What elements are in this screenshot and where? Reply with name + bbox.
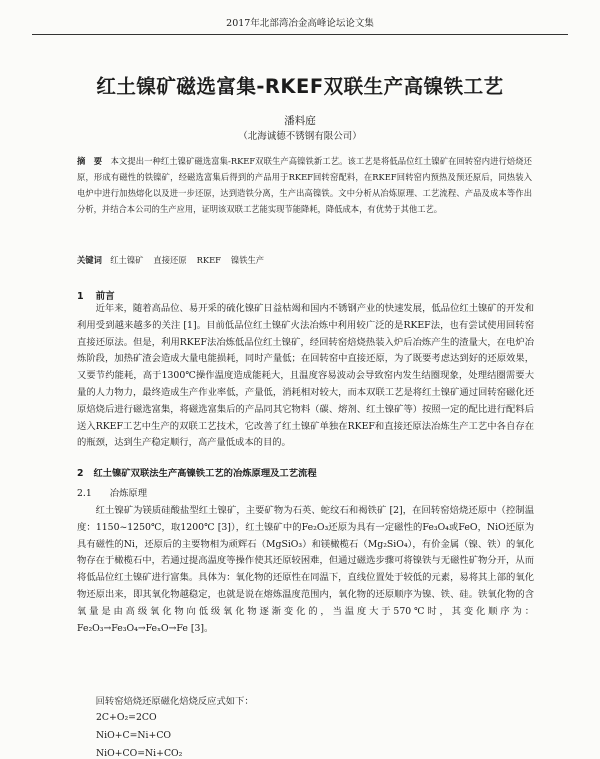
section-title: 红土镍矿双联法生产高镍铁工艺的冶炼原理及工艺流程 <box>93 468 317 479</box>
keywords <box>77 253 274 267</box>
author: 潘料庭 <box>284 115 316 127</box>
reaction-equation: NiO+CO=Ni+CO₂ <box>96 748 183 759</box>
keyword: 镍铁生产 <box>230 255 265 265</box>
subsection-2-1-heading <box>77 485 147 499</box>
keyword: RKEF <box>196 255 221 265</box>
subsection-2-1-paragraph: 红土镍矿为镁质硅酸盐型红土镍矿，主要矿物为石英、蛇纹石和褐铁矿 [2]，在回转窑焙烧还原中（控制温度：1150~1250℃，取1200℃ [3]），红土镍矿中的Fe₂O₃还原为具有一定磁性的Fe₃O₄或FeO，NiO还原为具有磁性的Ni，还原后的主要物相为顽辉石（MgSiO₃）和镁橄榄石（Mg₂SiO₄），有价金属（镍、铁）的氧化物存在于橄榄石中，若通过提高温度等操作使其还原较困难，但通过磁选步骤可将镍铁与无磁性矿物分开，从而将低品位红土镍矿进行富集。具体为：氧化物的还原性在同温下，直线位置处于较低的元素，易将其上部的氧化物还原出来，即其氧化物越稳定，也就是说在熔炼温度范围内，氧化物的还原顺序为镍、铁、硅。铁氧化物的含氧量是由高级氧化物向低级氧化物逐渐变化的，当温度大于570℃时，其变化顺序为：Fe₂O₃→Fe₃O₄→FeₓO→Fe [3]。 <box>77 505 534 634</box>
affiliation: （北海诚德不锈钢有限公司） <box>238 131 362 142</box>
section-1-heading <box>77 288 115 302</box>
reaction-equation: NiO+C=Ni+CO <box>96 730 172 741</box>
reactions-intro: 回转窑焙烧还原磁化焙烧反应式如下： <box>95 696 254 707</box>
keyword: 直接还原 <box>153 255 187 265</box>
subsection-title: 冶炼原理 <box>109 488 147 499</box>
abstract-text: 本文提出一种红土镍矿磁选富集-RKEF双联生产高镍铁新工艺。该工艺是将低品位红土镍矿在回转窑内进行焙烧还原，形成有磁性的铁镍矿，经磁选富集后得到的产品用于RKEF回转窑配料，在RKEF回转窑内预热及预还原后，同热装入电炉中进行加热熔化以及进一步还原，达到造铁分离，生产出高镍铁。文中分析从冶炼原理、工艺流程、产品及成本等作出分析，并结合本公司的生产应用，证明该双联工艺能实现节能降耗，降低成本，有优势于其他工艺。 <box>77 156 532 214</box>
abstract <box>77 153 532 217</box>
keywords-label: 关键词 <box>77 255 102 265</box>
keyword: 红土镍矿 <box>110 255 144 265</box>
section-2-heading <box>77 465 317 479</box>
reaction-equation: 2C+O₂=2CO <box>96 712 157 723</box>
subsection-number: 2.1 <box>77 488 92 499</box>
running-head: 2017年北部湾冶金高峰论坛论文集 <box>32 14 568 35</box>
abstract-label: 摘 要 <box>77 156 103 166</box>
section-1-paragraph: 近年来，随着高品位、易开采的硫化镍矿日益枯竭和国内不锈钢产业的快速发展，低品位红土镍矿的开发和利用受到越来越多的关注 [1]。目前低品位红土镍矿火法冶炼中利用较广泛的是RKEF法，也有尝试使用回转窑直接还原法。但是，利用RKEF法冶炼低品位红土镍矿，经回转窑焙烧热装入炉后冶炼产生的渣量大，在电炉冶炼阶段，加热矿渣会造成大量电能损耗，同时产量低；在回转窑中直接还原，为了既要考虑达到好的还原效果，又要节约能耗，高于1300℃操作温度造成能耗大，且温度容易波动会导致窑内发生结圈现象，处理结圈需要大量的人力物力，最终造成生产作业率低，产量低，消耗相对较大，而本双联工艺是将红土镍矿通过回转窑磁化还原焙烧后进行磁选富集，将磁选富集后的产品同其它物料（碳、熔剂、红土镍矿等）按照一定的配比进行配料后送入RKEF工艺中生产的双联工艺技术，它改善了红土镍矿单独在RKEF和直接还原法冶炼生产工艺中各自存在的瓶颈，达到生产稳定顺行，高产量低成本的目的。 <box>77 303 534 449</box>
section-number: 2 <box>77 468 84 479</box>
paper-title: 红土镍矿磁选富集-RKEF双联生产高镍铁工艺 <box>96 75 504 98</box>
section-title: 前言 <box>95 291 115 302</box>
section-number: 1 <box>77 291 84 302</box>
